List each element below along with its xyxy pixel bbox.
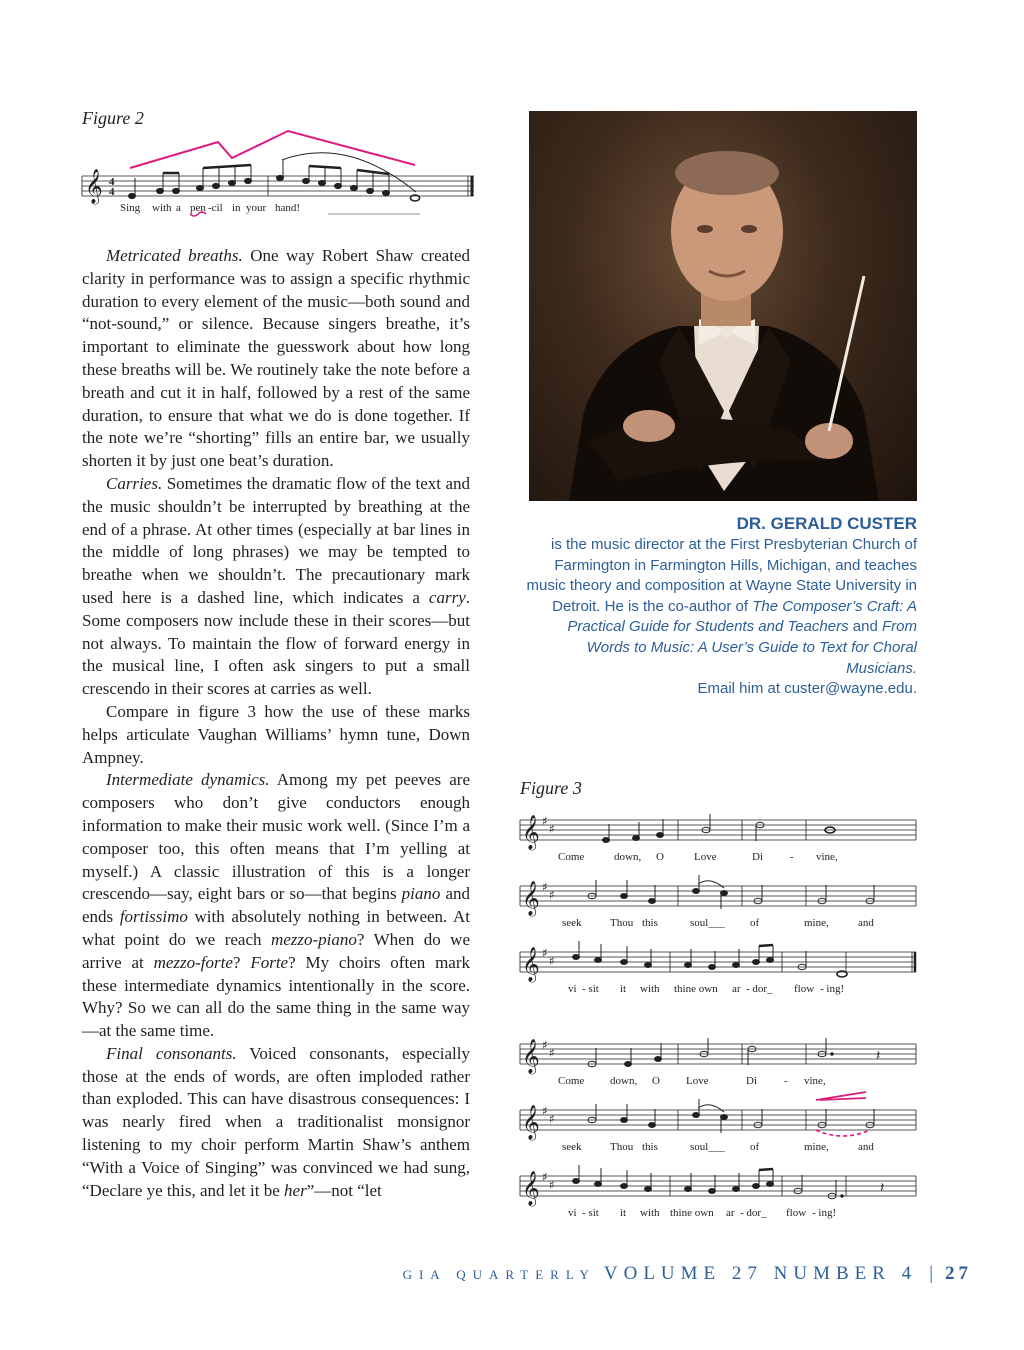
- lyric: vi: [568, 983, 577, 995]
- lyric: hand!: [275, 202, 301, 214]
- clefs-and-keys: [522, 814, 555, 1207]
- figure-2-score: [82, 128, 482, 218]
- paragraph-text: ”—not “let: [306, 1180, 382, 1200]
- article-body: [82, 245, 470, 1202]
- page-number: 27: [945, 1263, 972, 1284]
- lyric: in: [232, 202, 241, 214]
- lyric: Love: [694, 851, 717, 863]
- paragraph-text: Sometimes the dramatic flow of the text and the music shouldn’t be interrupted by breathing at the end of a phrase. At other times (especially at bar lines in the middle of long phrases) we may be tempted to breathe when we shouldn’t. The precautionary mark used here is a dashed line, which indicates a: [82, 473, 470, 607]
- sharp-icon: ♯: [549, 1046, 555, 1060]
- staff-systems: [520, 820, 916, 1196]
- paragraph-text: ?: [232, 952, 251, 972]
- lyric: it: [620, 1207, 627, 1219]
- treble-clef-icon: 𝄞: [522, 1171, 540, 1206]
- lyric: down,: [614, 851, 642, 863]
- tie-line: [698, 881, 724, 888]
- run-in-heading: Carries.: [106, 473, 163, 493]
- book-title: The Composer’s Craft: A Practical Guide for Students and Teachers: [567, 597, 917, 636]
- lyric: down,: [610, 1075, 638, 1087]
- paragraph-text: . Some composers now include these in their scores—but not always. To maintain the flow of forward energy in the musical line, I often ask singers to put a small crescendo in their scores at carries as well.: [82, 587, 470, 699]
- italic-term: her: [284, 1180, 307, 1200]
- treble-clef-icon: 𝄞: [522, 881, 540, 916]
- footer-separator: |: [929, 1263, 933, 1284]
- sharp-icon: ♯: [542, 880, 548, 894]
- sharp-icon: ♯: [549, 888, 555, 902]
- run-in-heading: Intermediate dynamics.: [106, 770, 270, 790]
- publication-name: GIA QUARTERLY: [402, 1267, 596, 1282]
- sharp-icon: ♯: [542, 1038, 548, 1052]
- lyric: it: [620, 983, 627, 995]
- sharp-icon: ♯: [549, 954, 555, 968]
- lyric: O: [652, 1075, 660, 1087]
- paragraph-text: ? My choirs often mark these intermediate dynamics intentionally in the score. Why? So we can all do the same thing in the same way—at the same time.: [82, 952, 471, 1041]
- figure-3-staves: [520, 808, 920, 1218]
- italic-term: Forte: [250, 952, 289, 972]
- lyric: - ing!: [812, 1207, 837, 1219]
- sharp-icon: ♯: [549, 822, 555, 836]
- author-photo: [529, 111, 917, 501]
- lyric: thine own: [670, 1207, 714, 1219]
- sharp-icon: ♯: [542, 814, 548, 828]
- bio-text: [520, 535, 917, 700]
- sharp-icon: ♯: [542, 946, 548, 960]
- quarter-rest-icon: 𝄽: [880, 1180, 885, 1196]
- lyric: Di: [752, 851, 763, 863]
- lyric: mine,: [804, 917, 829, 929]
- treble-clef-icon: 𝄞: [522, 1105, 540, 1140]
- bio-conjunction: and: [848, 618, 882, 636]
- paragraph-text: and ends: [82, 884, 471, 927]
- paragraph-text: ? When do we arrive at: [82, 929, 470, 972]
- lyric: with: [640, 983, 660, 995]
- italic-term: piano: [401, 884, 441, 904]
- carry-markup: [816, 1130, 870, 1136]
- tie-line: [698, 1105, 724, 1112]
- italic-term: fortissimo: [119, 907, 188, 927]
- lyric: -cil: [208, 202, 223, 214]
- italic-term: mezzo-forte: [153, 952, 233, 972]
- paragraph-text: Among my pet peeves are composers who don’t give conductors enough information to make their music work well. (Since I’m a composer too, this often means that I’m yelling at myself.) A classic illustration of this is a longer crescendo—say, eight bars or so—that begins: [82, 770, 470, 904]
- lyric: - sit: [582, 983, 599, 995]
- lyric: flow: [786, 1207, 807, 1219]
- lyric: Di: [746, 1075, 757, 1087]
- paragraph-text: Compare in figure 3 how the use of these marks helps articulate Vaughan Williams’ hymn tune, Down Ampney.: [82, 701, 470, 767]
- lyric: Thou: [610, 917, 634, 929]
- lyric: your: [246, 202, 267, 214]
- author-email: Email him at custer@wayne.edu.: [697, 680, 917, 698]
- lyric: Sing: [120, 202, 141, 214]
- paragraph-carries: [82, 473, 470, 701]
- figure-2-label: Figure 2: [82, 108, 144, 128]
- lyric: thine own: [674, 983, 718, 995]
- treble-clef-icon: 𝄞: [522, 815, 540, 850]
- lyric: seek: [562, 1141, 582, 1153]
- book-title: From Words to Music: A User’s Guide to Text for Choral Musicians.: [586, 618, 917, 677]
- sharp-icon: ♯: [549, 1112, 555, 1126]
- paragraph-text: One way Robert Shaw created clarity in performance was to assign a specific rhythmic duration to every element of the music—both sound and “not-sound,” or silence. Because singers breathe, it’s important to eliminate the guesswork about how long these breaths will be. We routinely take the note before a breath and cut it in half, followed by a rest of the same duration, to ensure that what we do is done together. If the note we’re “shorting” fills an entire bar, we usually shorten it by just one beat’s duration.: [82, 246, 471, 471]
- crescendo-markup: [816, 1092, 866, 1100]
- lyric: ar: [726, 1207, 735, 1219]
- treble-clef-icon: 𝄞: [85, 169, 103, 204]
- time-sig-top: 4: [109, 176, 115, 188]
- treble-clef-icon: 𝄞: [522, 1039, 540, 1074]
- lyric: Love: [686, 1075, 709, 1087]
- lyric: flow: [794, 983, 815, 995]
- figure-3-score: [520, 808, 920, 1218]
- lyric: O: [656, 851, 664, 863]
- lyric: with: [640, 1207, 660, 1219]
- lyric: - sit: [582, 1207, 599, 1219]
- figure-3-label: Figure 3: [520, 778, 582, 798]
- paragraph-compare: [82, 701, 470, 769]
- lyric: and: [858, 917, 874, 929]
- sharp-icon: ♯: [542, 1170, 548, 1184]
- lyric: this: [642, 1141, 658, 1153]
- run-in-heading: Metricated breaths.: [106, 246, 243, 265]
- sharp-icon: ♯: [549, 1178, 555, 1192]
- bio-sentence: is the music director at the First Presbyterian Church of Farmington in Farmington Hills, Michigan, and teaches music theory and composition at Wayne State University in Detroit. He is the co-author of: [526, 536, 917, 615]
- paragraph-text: Voiced consonants, especially those at the ends of words, are often imploded rather than exploded. This can have disastrous consequences: I was nearly fired when a traditionalist monsignor listening to my choir perform Martin Shaw’s anthem “With a Voice of Singing” was convinced we had sung, “Declare ye this, and let it be: [82, 1043, 470, 1200]
- paragraph-final-consonants: [82, 1043, 470, 1203]
- italic-term: carry: [428, 587, 466, 607]
- lyric: soul___: [690, 1141, 725, 1153]
- lyric: pen: [190, 202, 206, 214]
- lyric: with: [152, 202, 172, 214]
- lyric: vine,: [804, 1075, 826, 1087]
- page-footer: [0, 1263, 972, 1285]
- lyric: - dor_: [740, 1207, 767, 1219]
- paragraph-metricated-breaths: [82, 245, 470, 473]
- lyric: of: [750, 917, 760, 929]
- lyric: -: [784, 1075, 788, 1087]
- author-portrait-illustration: [529, 111, 917, 501]
- lyric: vine,: [816, 851, 838, 863]
- sharp-icon: ♯: [542, 1104, 548, 1118]
- lyric: -: [790, 851, 794, 863]
- lyric: mine,: [804, 1141, 829, 1153]
- lyric: and: [858, 1141, 874, 1153]
- lyric: vi: [568, 1207, 577, 1219]
- lyric: - dor_: [746, 983, 773, 995]
- paragraph-intermediate-dynamics: [82, 769, 470, 1043]
- lyric: Come: [558, 1075, 585, 1087]
- issue-info: VOLUME 27 NUMBER 4: [603, 1263, 918, 1284]
- phrase-markup-line: [130, 131, 415, 168]
- lyric: - ing!: [820, 983, 845, 995]
- lyric: soul___: [690, 917, 725, 929]
- lyric: Come: [558, 851, 585, 863]
- time-sig-bottom: 4: [109, 186, 115, 198]
- author-name: DR. GERALD CUSTER: [736, 514, 917, 533]
- lyric: this: [642, 917, 658, 929]
- paragraph-text: with absolutely nothing in between. At what point do we reach: [82, 907, 471, 949]
- lyric: ar: [732, 983, 741, 995]
- lyric: a: [176, 202, 181, 214]
- quarter-rest-icon: 𝄽: [876, 1048, 881, 1064]
- treble-clef-icon: 𝄞: [522, 947, 540, 982]
- italic-term: mezzo-piano: [270, 929, 357, 949]
- lyric: Thou: [610, 1141, 634, 1153]
- lyric: of: [750, 1141, 760, 1153]
- run-in-heading: Final consonants.: [106, 1043, 237, 1063]
- lyric: seek: [562, 917, 582, 929]
- author-bio: [520, 513, 917, 700]
